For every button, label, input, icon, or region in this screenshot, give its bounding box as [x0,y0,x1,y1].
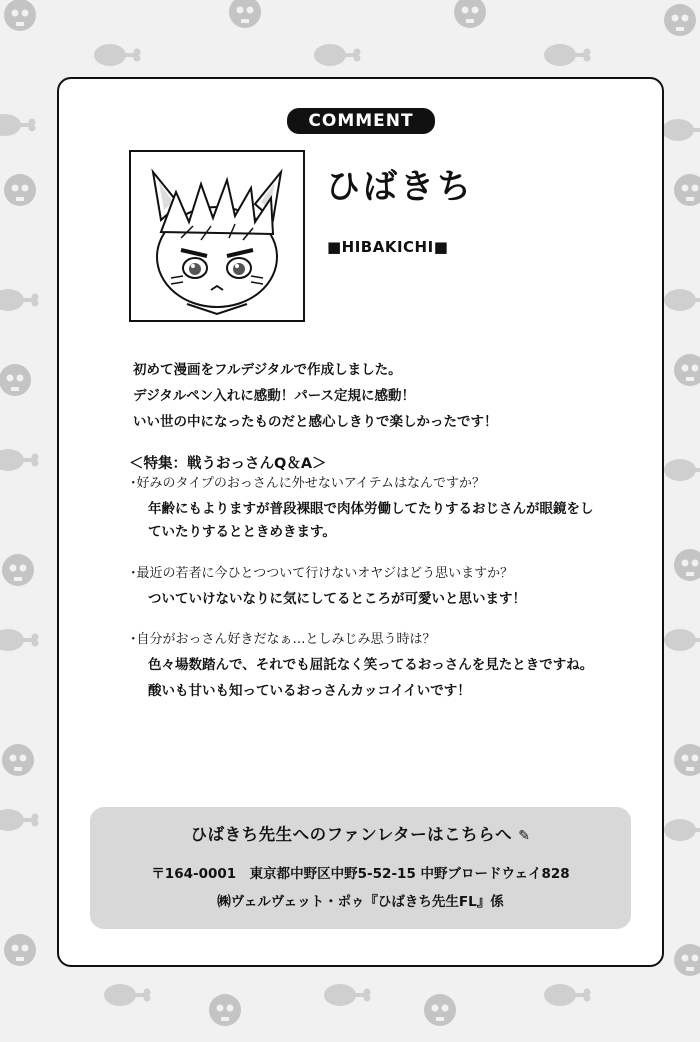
fanletter-box [90,807,631,929]
intro-line: デジタルペン入れに感動！パース定規に感動！ [133,388,416,404]
cat-ear-character-icon [131,152,303,320]
qa-answer: 色々場数踏んで、それでも屈託なく笑ってるおっさんを見たときですね。 [148,657,594,673]
qa-question: ･好みのタイプのおっさんに外せないアイテムはなんですか？ [130,476,486,491]
qa-heading: ＜特集：戦うおっさんQ＆A＞ [129,456,327,472]
pen-icon: ✎ [518,828,531,844]
qa-answer: 年齢にもよりますが普段裸眼で肉体労働してたりするおじさんが眼鏡をしていたりするとときめきます。 [148,501,594,540]
fanletter-recipient: ㈱ヴェルヴェット・ポゥ『ひばきち先生FL』係 [217,894,504,910]
qa-question: ･最近の若者に今ひとつついて行けないオヤジはどう思いますか？ [130,566,514,581]
intro-text [133,361,613,439]
comment-heading: COMMENT [287,108,435,134]
qa-item [130,564,610,611]
qa-item [130,474,610,544]
qa-question: ･自分がおっさん好きだなぁ…としみじみ思う時は？ [130,632,436,647]
qa-answer: ついていけないなりに気にしてるところが可愛いと思います！ [148,591,526,607]
author-avatar [129,150,305,322]
intro-line: 初めて漫画をフルデジタルで作成しました。 [133,362,402,378]
qa-item [130,630,610,703]
fanletter-title: ひばきち先生へのファンレターはこちらへ [190,825,513,844]
fanletter-address: 〒164-0001 東京都中野区中野5-52-15 中野ブロードウェイ828 [151,866,570,882]
intro-line: いい世の中になったものだと感心しきりで楽しかったです！ [133,414,498,430]
author-name: ひばきち [326,167,474,207]
author-romaji: ■HIBAKICHI■ [327,238,449,256]
qa-answer: 酸いも甘いも知っているおっさんカッコイイいです！ [148,683,471,699]
